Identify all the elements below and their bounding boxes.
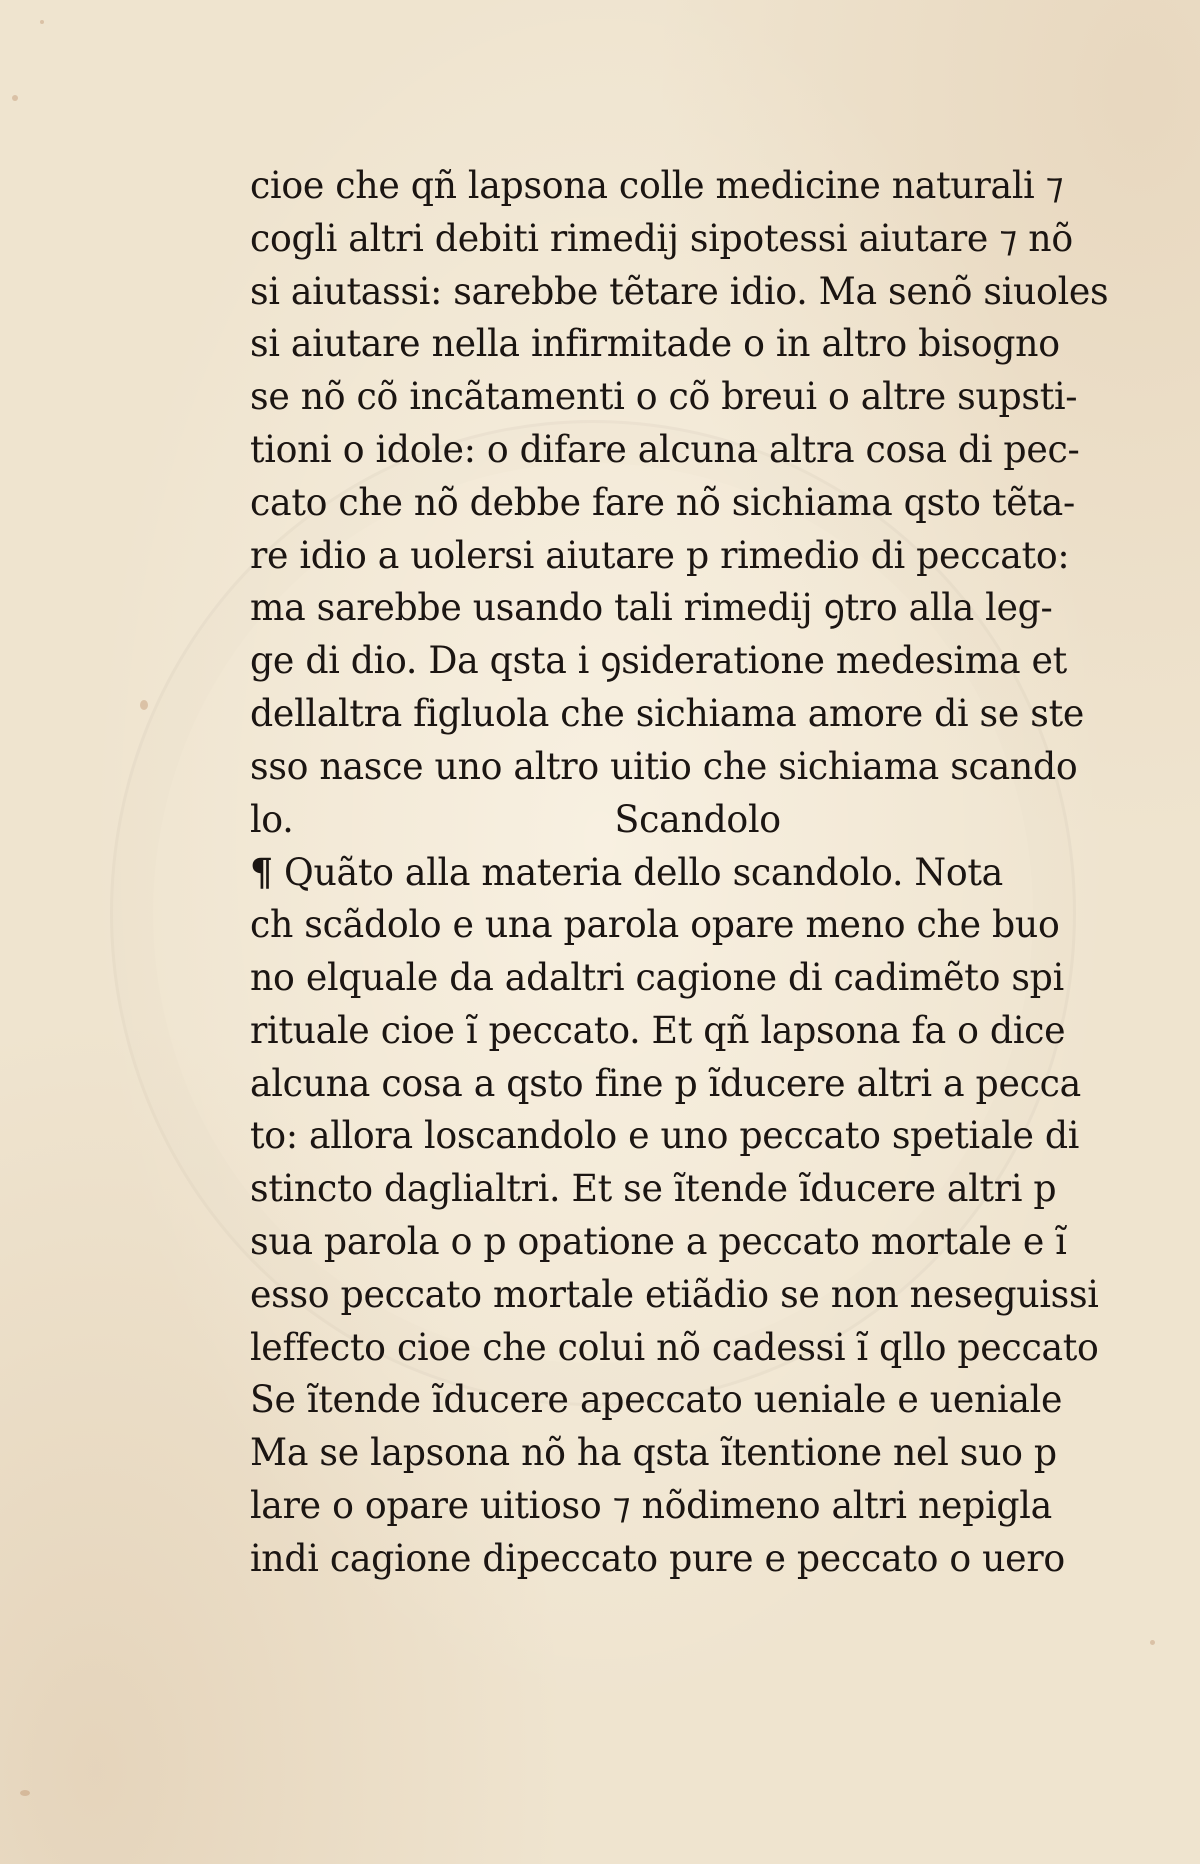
stain — [1150, 1640, 1155, 1645]
stain — [12, 95, 18, 101]
text-line: alcuna cosa a qsto fine p ĩducere altri a pecca — [250, 1061, 1081, 1105]
text-line: re idio a uolersi aiutare p rimedio di peccato: — [250, 533, 1070, 577]
text-line: ch scãdolo e una parola opare meno che buo — [250, 903, 1060, 947]
stain — [40, 20, 44, 24]
text-line: se nõ cõ incãtamenti o cõ breui o altre supsti- — [250, 375, 1078, 419]
text-line: Ma se lapsona nõ ha qsta ĩtentione nel suo p — [250, 1431, 1057, 1475]
text-line: leffecto cioe che colui nõ cadessi ĩ qllo peccato — [250, 1325, 1099, 1369]
text-line: si aiutassi: sarebbe tẽtare idio. Ma senõ siuoles — [250, 269, 1109, 313]
text-column — [250, 160, 1109, 1586]
text-line: tioni o idole: o difare alcuna altra cosa di pec- — [250, 427, 1080, 471]
text-line: cogli altri debiti rimedij sipotessi aiutare ⁊ nõ — [250, 216, 1073, 260]
text-line: stincto daglialtri. Et se ĩtende ĩducere altri p — [250, 1167, 1057, 1211]
text-line: dellaltra figluola che sichiama amore di se ste — [250, 691, 1085, 735]
text-line: sua parola o p opatione a peccato mortale e ĩ — [250, 1219, 1067, 1263]
text-line: lo. — [250, 797, 294, 841]
text-line: Se ĩtende ĩducere apeccato ueniale e ueniale — [250, 1378, 1063, 1422]
text-line: ma sarebbe usando tali rimedij ꝯtro alla leg- — [250, 586, 1053, 630]
text-line: Quãto alla materia dello scandolo. Nota — [284, 851, 1003, 895]
text-line: cato che nõ debbe fare nõ sichiama qsto tẽta- — [250, 480, 1075, 524]
text-line: to: allora loscandolo e uno peccato spetiale di — [250, 1114, 1080, 1158]
text-line: no elquale da adaltri cagione di cadimẽto spi — [250, 955, 1064, 999]
text-line: ge di dio. Da qsta i ꝯsideratione medesima et — [250, 639, 1067, 683]
text-line: lare o opare uitioso ⁊ nõdimeno altri nepigla — [250, 1483, 1052, 1527]
text-line: sso nasce uno altro uitio che sichiama scando — [250, 744, 1078, 788]
pilcrow-mark: ¶ — [250, 850, 273, 895]
stain — [140, 700, 148, 710]
text-line: indi cagione dipeccato pure e peccato o uero — [250, 1536, 1065, 1580]
stain — [20, 1790, 30, 1796]
text-line: cioe che qñ lapsona colle medicine naturali ⁊ — [250, 164, 1064, 207]
text-line: si aiutare nella infirmitade o in altro bisogno — [250, 322, 1060, 366]
heading-line — [250, 794, 1063, 847]
text-line: esso peccato mortale etiãdio se non neseguissi — [250, 1272, 1099, 1316]
section-heading: Scandolo — [614, 797, 781, 841]
text-line-with-pilcrow — [250, 846, 1063, 899]
text-line: rituale cioe ĩ peccato. Et qñ lapsona fa o dice — [250, 1008, 1066, 1052]
